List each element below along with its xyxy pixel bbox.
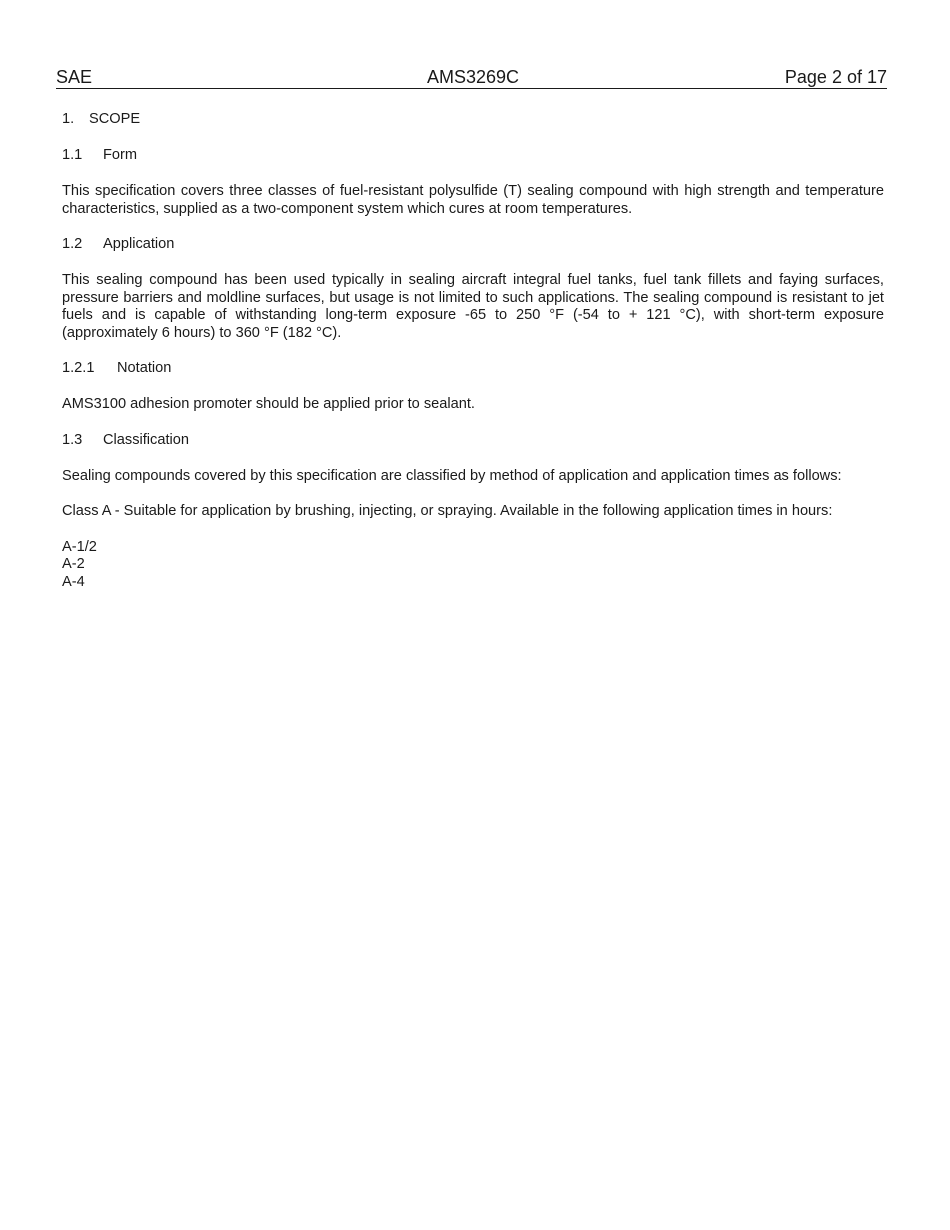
paragraph-classification: Sealing compounds covered by this specification are classified by method of application and application times as follows: [62,467,842,484]
list-item: A-1/2 [62,538,97,555]
paragraph-class-a: Class A - Suitable for application by brushing, injecting, or spraying. Available in the following application times in hours: [62,503,833,519]
paragraph-application: This sealing compound has been used typically in sealing aircraft integral fuel tanks, fuel tank fillets and faying surfaces, pressure barriers and moldline surfaces, but usage is not limited to such applications. The sealing compound is resistant to jet fuels and is capable of withstanding long-term exposure -65 to 250 °F (-54 to + 121 °C), with short-term exposure (approximately 6 hours) to 360 °F (182 °C). [62,272,884,341]
application-times-list [62,539,884,592]
section-title: Classification [103,431,189,448]
section-title: SCOPE [89,111,141,127]
header-doc-id: AMS3269C [427,67,520,87]
header-org: SAE [56,67,93,87]
section-number: 1.2.1 [62,360,95,376]
section-heading-notation [62,360,884,378]
section-heading-scope [62,111,884,129]
section-number: 1.2 [62,236,83,252]
section-heading-form [62,147,884,165]
paragraph-notation: AMS3100 adhesion promoter should be applied prior to sealant. [62,396,475,412]
document-body [62,111,884,591]
section-number: 1.1 [62,147,83,163]
paragraph-form: This specification covers three classes of fuel-resistant polysulfide (T) sealing compound with high strength and temperature characteristics, supplied as a two-component system which cures at room temperatures. [62,183,884,217]
section-heading-classification [62,432,884,450]
section-heading-application [62,236,884,254]
list-item: A-4 [62,573,85,590]
section-title: Application [103,236,175,252]
section-title: Form [103,147,138,163]
page-header [56,66,887,89]
section-title: Notation [117,360,172,376]
header-page-number: Page 2 of 17 [784,67,887,87]
section-number: 1.3 [62,431,83,448]
list-item: A-2 [62,556,85,572]
section-number: 1. [62,111,75,127]
